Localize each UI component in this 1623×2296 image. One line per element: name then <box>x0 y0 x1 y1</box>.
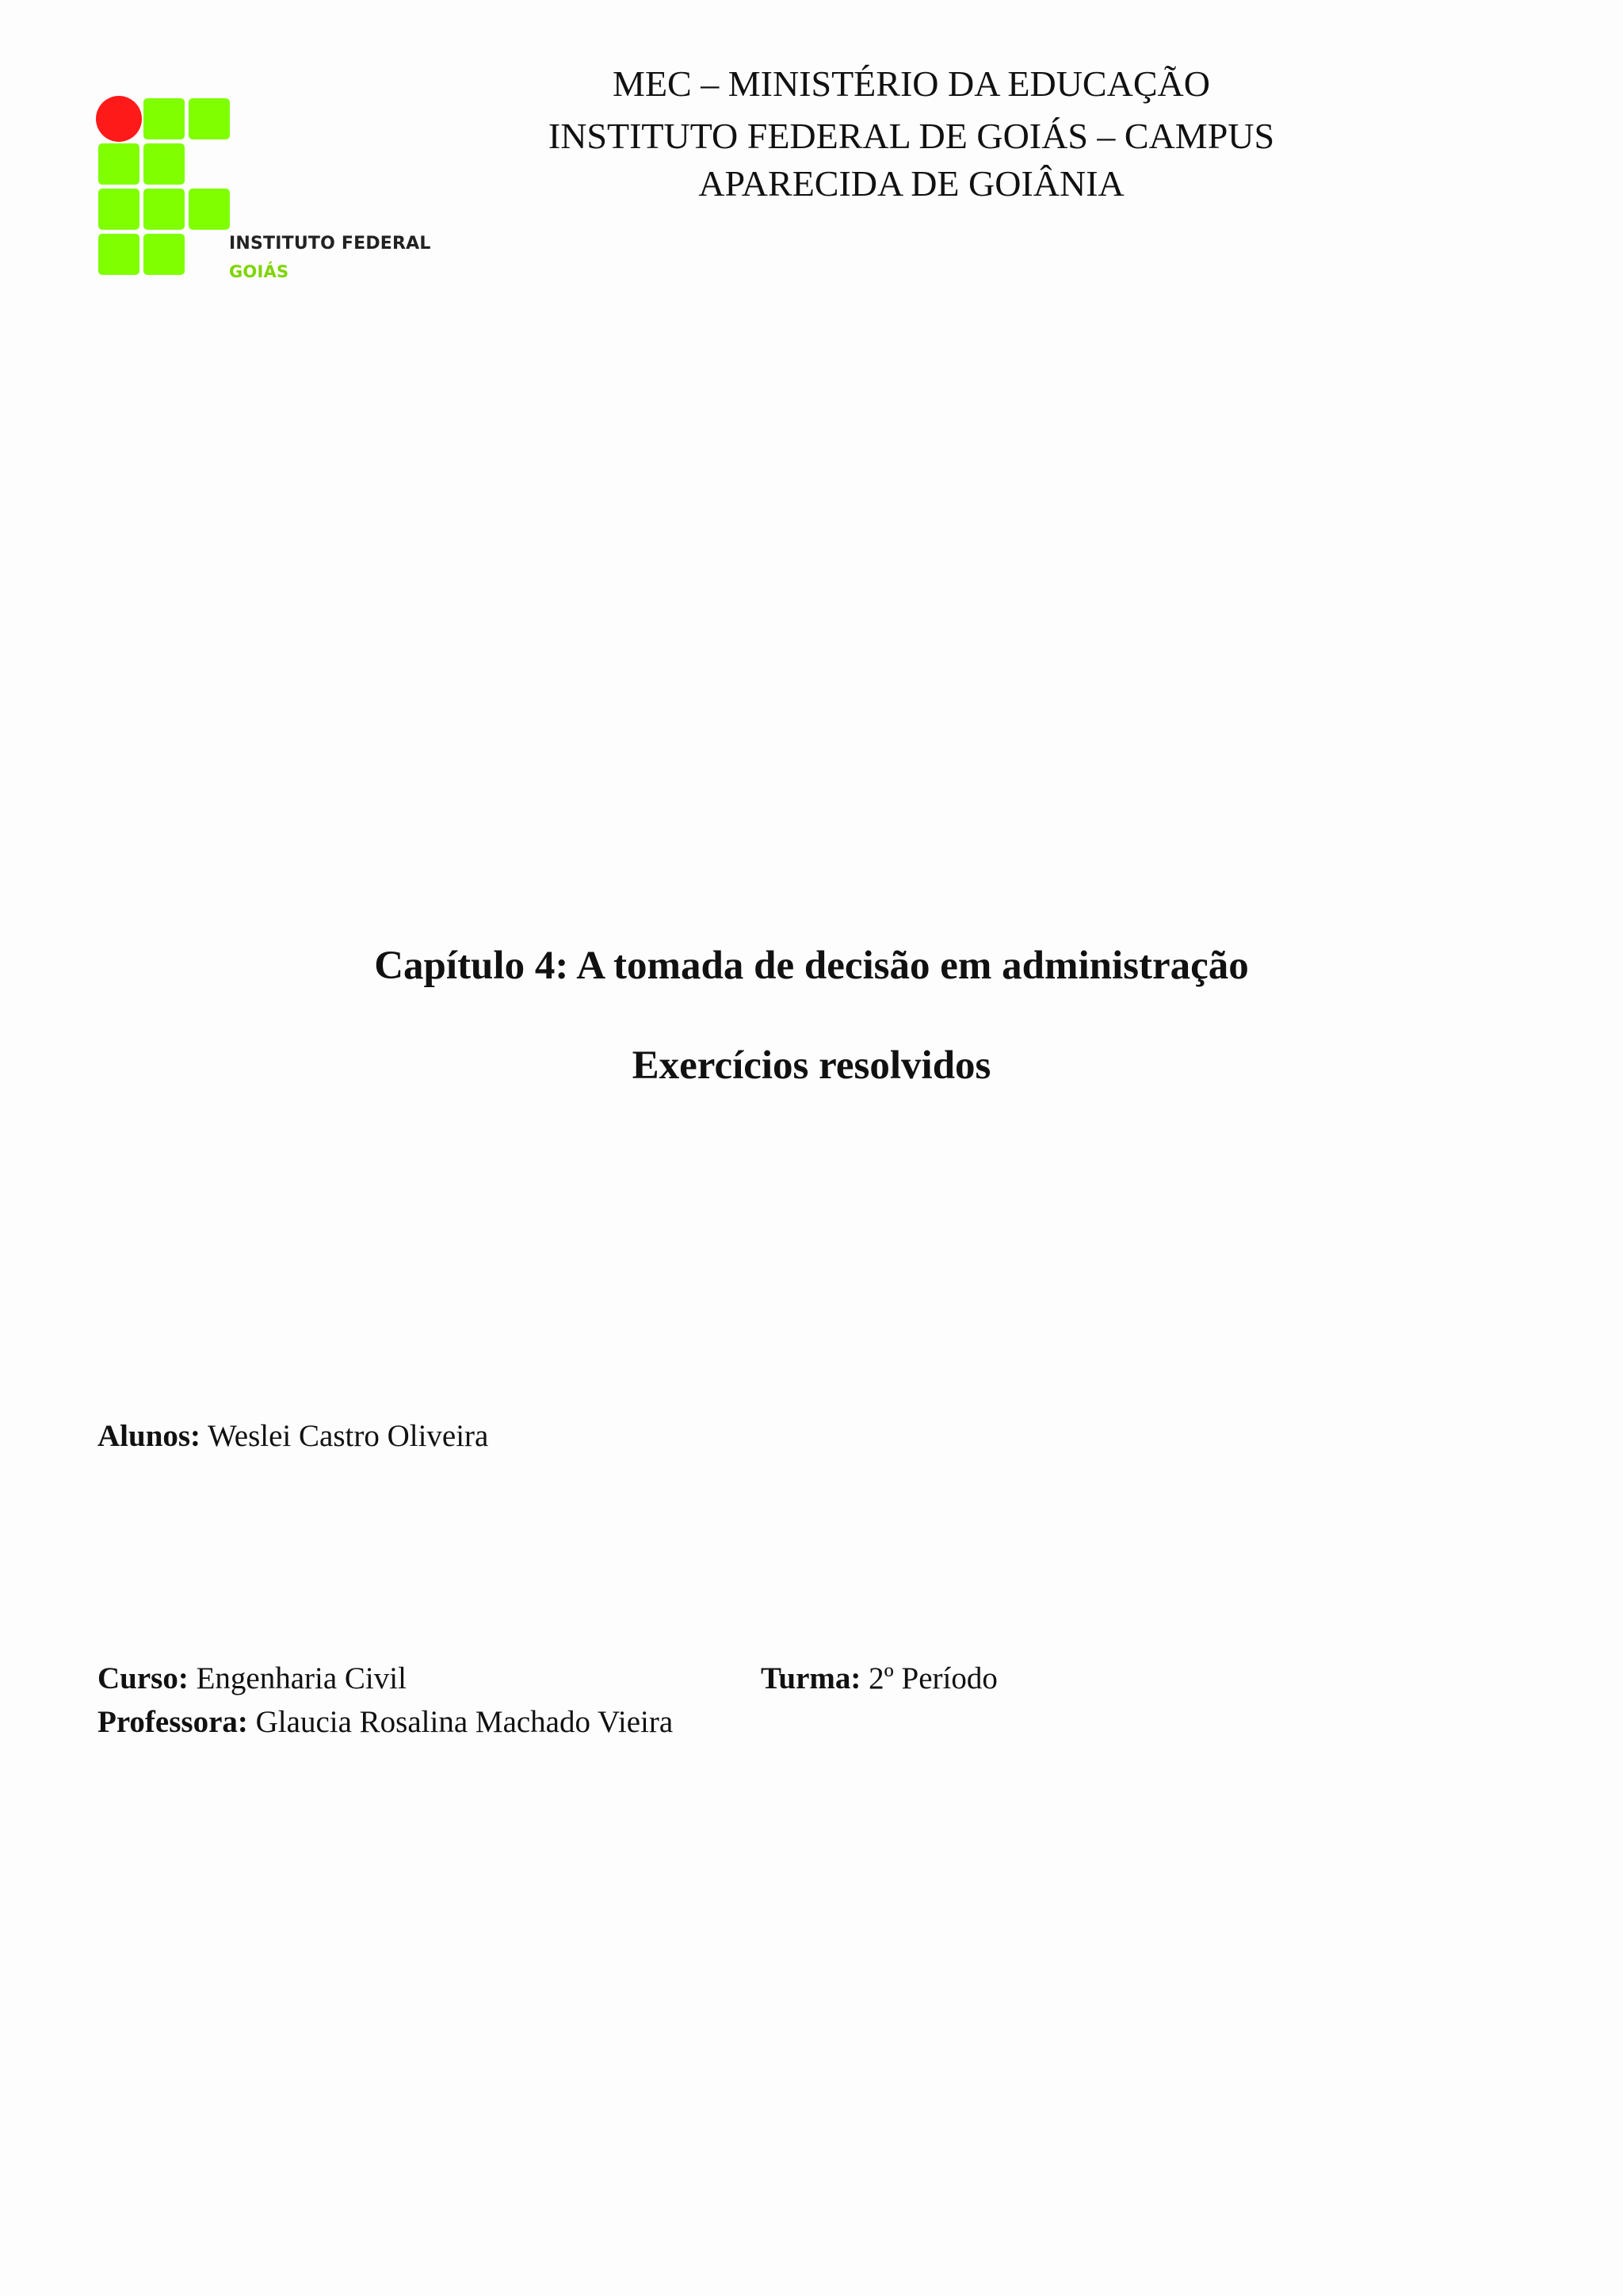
logo-green-block <box>98 143 139 185</box>
logo-green-block <box>143 143 185 185</box>
course-label: Curso: <box>97 1661 189 1695</box>
logo-green-block <box>98 234 139 275</box>
professor-label: Professora: <box>97 1705 248 1739</box>
logo-text-instituto-federal: INSTITUTO FEDERAL <box>229 234 431 254</box>
subtitle: Exercícios resolvidos <box>632 1043 991 1088</box>
logo-green-block <box>143 189 185 230</box>
logo-green-block <box>189 189 230 230</box>
students-label: Alunos: <box>97 1419 201 1453</box>
course-value: Engenharia Civil <box>188 1661 407 1695</box>
header-line-campus: APARECIDA DE GOIÂNIA <box>698 163 1125 204</box>
logo-red-dot <box>96 96 142 142</box>
logo-green-block <box>143 98 185 139</box>
class-line <box>761 1661 998 1696</box>
logo-text-goias: GOIÁS <box>229 262 289 281</box>
header-line-ministry: MEC – MINISTÉRIO DA EDUCAÇÃO <box>613 63 1210 104</box>
institution-header <box>444 60 1379 208</box>
logo-green-block <box>143 234 185 275</box>
class-value: 2º Período <box>861 1661 998 1695</box>
logo-green-block <box>189 98 230 139</box>
chapter-title: Capítulo 4: A tomada de decisão em administração <box>374 944 1249 988</box>
course-line <box>97 1661 407 1696</box>
professor-value: Glaucia Rosalina Machado Vieira <box>247 1705 674 1739</box>
logo-green-block <box>98 189 139 230</box>
professor-line <box>97 1704 673 1740</box>
students-value: Weslei Castro Oliveira <box>200 1419 489 1453</box>
header-line-institute: INSTITUTO FEDERAL DE GOIÁS – CAMPUS <box>548 116 1275 156</box>
class-label: Turma: <box>761 1661 861 1695</box>
students-line <box>97 1418 488 1454</box>
institute-logo <box>96 96 429 290</box>
